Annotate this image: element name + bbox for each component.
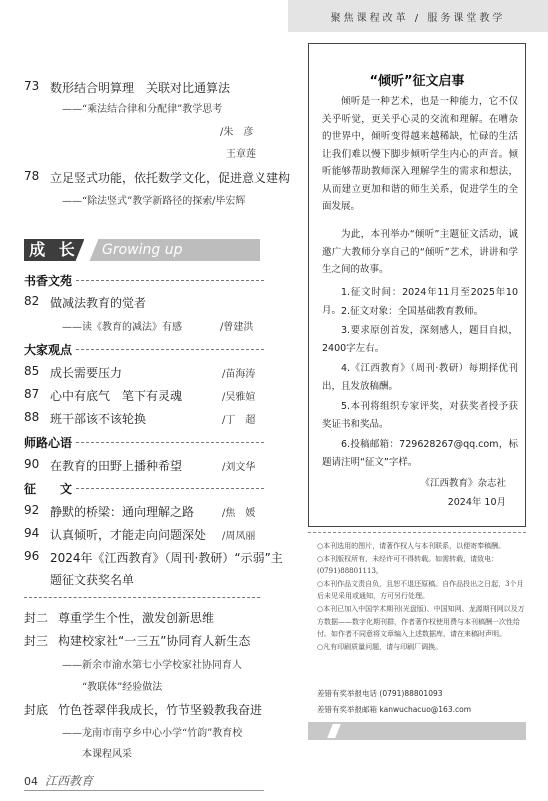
column-title-en: Growing up [88,239,260,261]
notice-title: “倾听”征文启事 [369,74,465,89]
entry-87-number: 87 [24,387,40,401]
note-printing: ○凡有印刷质量问题，请与印刷厂调换。 [317,642,443,651]
entry-85-title[interactable]: 成长需要压力 [50,366,123,380]
entry-96-title-cont: 题征文获奖名单 [50,573,135,587]
report-phone [317,688,443,699]
report-email [317,704,471,715]
section-label-shilu: 师路心语 [24,436,73,450]
report-email-value[interactable]: kanwuchacuo@163.com [379,705,471,714]
cover-2-title[interactable]: 尊重学生个性，激发创新思维 [58,611,215,625]
entry-73-title[interactable]: 数形结合明算理 关联对比通算法 [50,81,231,95]
covers-rule [24,597,260,598]
entry-82-subtitle: ——读《教育的减法》有感 [62,322,182,333]
entry-96-number: 96 [24,549,40,563]
entry-90-author: /刘文华 [222,462,256,473]
notice-signature: 《江西教育》杂志社 [420,478,506,489]
entry-90-number: 90 [24,457,40,471]
section-rule [76,349,264,350]
cover-back-title[interactable]: 竹色苍翠伴我成长，竹节坚毅教我奋进 [58,703,263,717]
cover-3-label: 封三 [24,634,49,648]
entry-87-title[interactable]: 心中有底气 笔下有灵魂 [50,389,183,403]
section-label-dajia: 大家观点 [24,343,73,357]
entry-73-author-2: 王章莲 [226,149,256,160]
bottom-band [308,722,526,740]
notice-item-1: 1.征文时间：2024年11月至2025年10月。 [322,287,518,316]
cover-back-subtitle: ——龙南市南亨乡中心小学“竹韵”教育校 [62,728,243,739]
section-label-zhengwen: 征 文 [24,482,73,496]
cover-3-subtitle: ——新余市渝水第七小学校家社协同育人 [62,660,242,671]
report-phone-label: 差错有奖举报电话 [317,689,377,698]
entry-96-title[interactable]: 2024年《江西教育》（周刊·教研）“示弱”主 [50,551,283,565]
entry-88-author: /丁 超 [222,415,256,426]
entry-78-author: /毕宏辉 [212,196,246,207]
entry-82-title[interactable]: 做减法教育的觉者 [50,296,147,310]
entry-78-number: 78 [24,169,40,183]
magazine-logo: 江西教育 [45,774,94,788]
cover-3-subtitle-cont: “教联体”经验做法 [82,682,163,693]
entry-92-title[interactable]: 静默的桥梁：通向理解之路 [50,505,195,519]
entry-78-subtitle: ——“除法竖式”教学新路径的探索 [62,196,213,207]
entry-78-title[interactable]: 立足竖式功能，依托数学文化，促进意义建构 [50,171,291,185]
entry-73-number: 73 [24,79,40,93]
section-rule [76,442,264,443]
header-slogan: 聚焦课程改革 / 服务课堂教学 [330,13,506,24]
copyright-notes [317,540,529,653]
notice-item-2: 2.征文对象：全国基础教育教师。 [341,306,484,317]
entry-94-number: 94 [24,526,40,540]
section-label-shuxiang: 书香文苑 [24,274,73,288]
notice-item-6: 6.投稿邮箱：729628267@qq.com，标题请注明“征文”字样。 [322,439,518,468]
report-email-label: 差错有奖举报邮箱 [317,705,377,714]
cover-2-label: 封二 [24,611,49,625]
info-rule [308,532,526,533]
notice-paragraph-intro: 倾听是一种艺术，也是一种能力，它不仅关乎听觉，更关乎心灵的交流和理解。在嘈杂的世界中，倾听变得越来越稀缺，忙碌的生活让我们难以慢下脚步倾听学生内心的声音。倾听能够帮助教师深入理解学生的需求和想法，从而建立更加和谐的师生关系，促进学生的全面发展。 [322,96,518,212]
column-title-cn: 成 长 [24,239,84,261]
entry-94-title[interactable]: 认真倾听，才能走向问题深处 [50,528,207,542]
entry-85-number: 85 [24,364,40,378]
entry-92-author: /焦 媛 [222,508,256,519]
entry-85-author: /苗海涛 [222,369,256,380]
note-images: ○本刊选用的图片，请著作权人与本刊联系，以便寄奉稿酬。 [317,542,506,550]
report-phone-value: (0791)88801093 [379,689,443,698]
entry-92-number: 92 [24,503,40,517]
entry-88-title[interactable]: 班干部该不该轮换 [50,412,147,426]
column-banner [24,239,260,261]
notice-item-4: 4.《江西教育》（周刊·教研）每期择优刊出，且发放稿酬。 [322,363,518,392]
section-rule [76,280,264,281]
entry-88-number: 88 [24,410,40,424]
notice-date: 2024年 10月 [447,497,506,508]
entry-73-author-1: /朱 彦 [220,127,254,138]
cover-back-subtitle-cont: 本课程风采 [82,749,132,760]
section-rule [76,488,264,489]
entry-82-number: 82 [24,294,40,308]
note-responsibility: ○本刊作品文责自负，且恕不退还原稿。自作品投出之日起，3个月后未见采用或通知，方可另行处理。 [317,579,524,601]
cover-3-title[interactable]: 构建校家社“一三五”协同育人新生态 [58,634,251,648]
cover-back-label: 封底 [24,703,49,717]
footer-rule [24,790,264,791]
entry-90-title[interactable]: 在教育的田野上播种希望 [50,459,183,473]
notice-item-5: 5.本刊将组织专家评奖，对获奖者授予获奖证书和奖品。 [322,401,518,430]
entry-87-author: /吴雅媗 [222,392,256,403]
notice-item-3: 3.要求原创首发，深刻感人，题目自拟，2400字左右。 [322,325,518,354]
entry-82-author: /曾建洪 [220,322,254,333]
entry-94-author: /周凤丽 [222,531,256,542]
note-copyright: ○本刊版权所有，未经许可不得转载。如需转载，请致电：(0791)88801113。 [317,554,499,576]
notice-paragraph-invite: 为此，本刊举办“倾听”主题征文活动，诚邀广大教师分享自己的“倾听”艺术，讲讲和学生之间的故事。 [322,229,518,275]
entry-73-subtitle: ——“乘法结合律和分配律”教学思考 [62,104,223,115]
page-number: 04 [24,775,38,788]
note-databases: ○本刊已加入中国学术期刊(光盘版)、中国知网、龙源期刊网以及万方数据——数字化期刊群，作者著作权使用费与本刊稿酬一次性给付。如作者不同意将文章编入上述数据库，请在来稿时声明。 [317,604,525,639]
